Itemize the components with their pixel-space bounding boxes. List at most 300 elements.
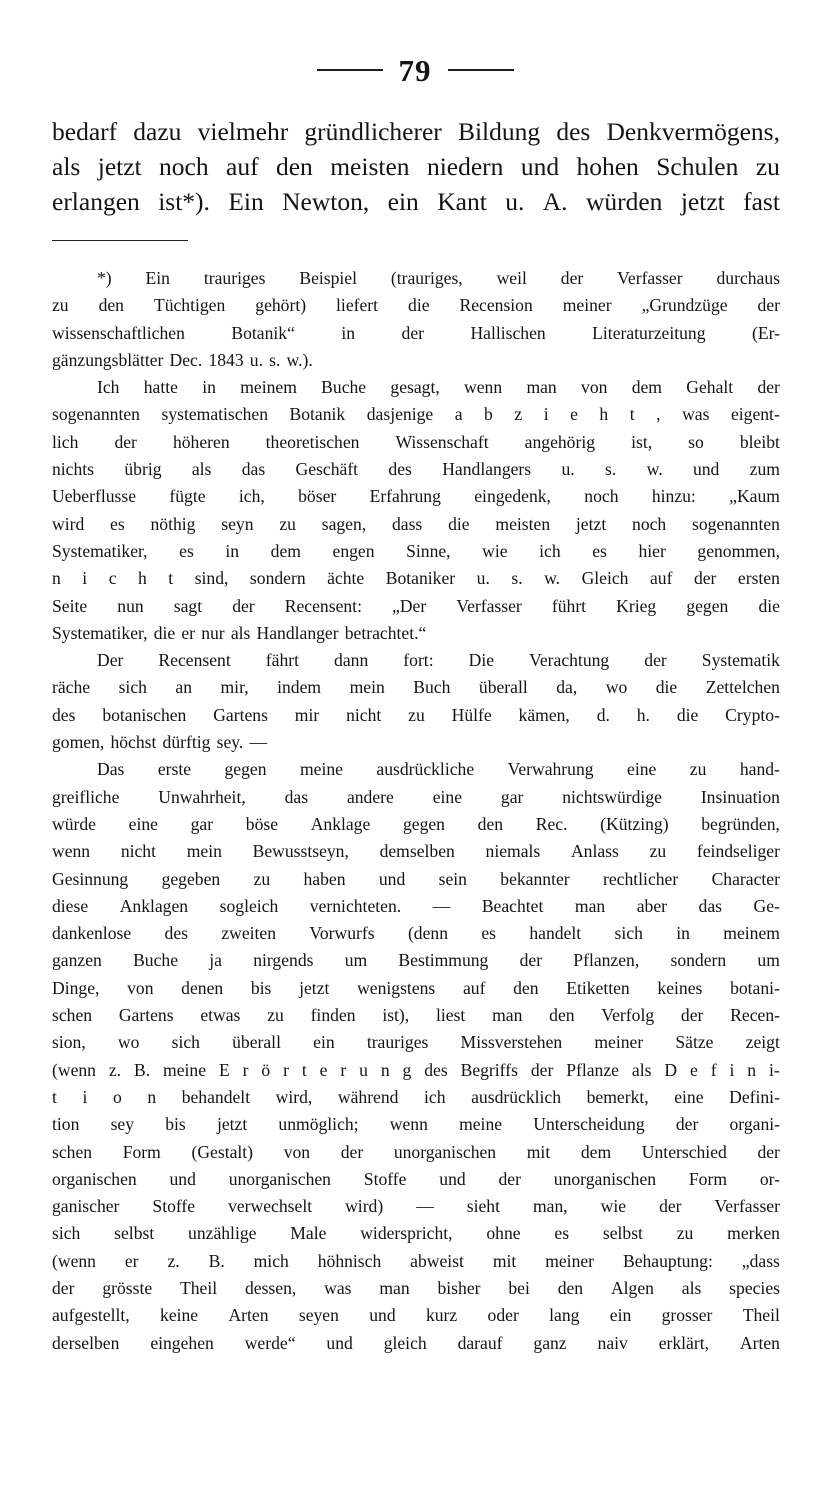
- header-rule-left: [317, 69, 383, 71]
- footnote-word: gegen: [402, 813, 445, 834]
- footnote-word: engen: [332, 540, 375, 561]
- footnote-word: gehört): [255, 295, 307, 316]
- footnote-word: weil: [496, 268, 527, 288]
- footnote-word: Stoffe: [363, 1168, 407, 1189]
- footnote-word: mein: [186, 841, 222, 862]
- footnote-word: man: [492, 1005, 523, 1026]
- footnote-word: grösste: [102, 1277, 153, 1298]
- footnote-word: eine: [432, 786, 463, 807]
- footnote-word: Character: [711, 868, 780, 889]
- main-text-word: A.: [542, 187, 568, 216]
- footnote-word: Recensent:: [284, 595, 362, 616]
- footnote-word: bei: [508, 1277, 530, 1298]
- footnote-word: bis: [250, 977, 272, 998]
- footnote-word: es: [110, 513, 125, 534]
- footnote-word: man,: [532, 1196, 568, 1217]
- footnote-word: hatte: [143, 377, 178, 398]
- footnote-word: ächte: [327, 568, 365, 589]
- footnote-word: Defini-: [729, 1086, 780, 1107]
- footnote-word: Begriffs: [460, 1059, 518, 1080]
- footnote-line: [52, 1275, 780, 1302]
- footnote-word: gegen: [686, 595, 729, 616]
- footnote-word: Anklagen: [119, 895, 189, 916]
- footnote-word: u.: [561, 459, 575, 480]
- footnote-word: meinem: [723, 923, 780, 944]
- footnote-word: u: [359, 1059, 368, 1080]
- footnote-word: ich: [424, 1086, 446, 1107]
- footnote-word: überall: [478, 677, 528, 698]
- main-text-word: vielmehr: [197, 117, 289, 146]
- footnote-word: ausdrücklich: [471, 1086, 562, 1107]
- footnote-word: Ich: [97, 377, 120, 398]
- footnote-word: (trauriges,: [390, 268, 463, 288]
- footnote-line: [52, 1248, 780, 1275]
- footnote-word: ohne: [486, 1223, 521, 1244]
- footnote-word: t: [52, 1086, 57, 1107]
- footnote-word: feindseliger: [696, 841, 780, 862]
- footnote-line: [52, 511, 780, 538]
- footnote-word: Hülfe: [451, 704, 492, 725]
- footnote-word: der: [52, 1277, 75, 1298]
- footnote-word: Der: [97, 650, 124, 671]
- footnote-word: „Der: [392, 595, 427, 616]
- footnote-word: der: [644, 650, 667, 671]
- footnote-word: meiner: [545, 1250, 595, 1271]
- footnote-word: z.: [108, 1059, 122, 1080]
- footnote-line: [52, 374, 780, 401]
- footnote-word: zu: [676, 1223, 694, 1244]
- footnote-word: dürftig: [162, 732, 211, 753]
- main-text-word: dazu: [133, 117, 182, 146]
- footnote-word: merken: [727, 1223, 780, 1244]
- footnote-word: durchaus: [716, 268, 780, 288]
- footnote-word: organischen: [52, 1168, 137, 1189]
- footnote-word: man: [574, 895, 606, 916]
- footnote-word: Buch: [413, 677, 451, 698]
- footnote-word: botanischen: [102, 704, 187, 725]
- footnote-word: keine: [160, 1305, 199, 1326]
- footnote-word: ganischer: [52, 1196, 120, 1217]
- footnote-word: gleich: [383, 1332, 427, 1353]
- footnote-word: er: [181, 622, 196, 643]
- footnote-word: derselben: [52, 1332, 120, 1353]
- footnote-word: haben: [303, 868, 346, 889]
- footnote-word: i: [729, 1059, 735, 1080]
- main-text-word: jetzt: [97, 152, 142, 181]
- footnote-word: trauriges: [366, 1032, 429, 1053]
- footnote-word: rechtlicher: [603, 868, 679, 889]
- footnote-word: demselben: [379, 841, 455, 862]
- footnote-word: Anlass: [570, 841, 619, 862]
- footnote-word: böse: [245, 813, 279, 834]
- main-text-word: den: [275, 152, 313, 181]
- footnote-word: darauf: [457, 1332, 503, 1353]
- footnote-word: Ueberflusse: [52, 486, 137, 507]
- footnote-word: der: [680, 1005, 704, 1026]
- footnote-word: der: [519, 950, 543, 971]
- footnote-word: fügte: [169, 486, 206, 507]
- footnote-word: und: [369, 1305, 396, 1326]
- footnote-word: höheren: [172, 431, 230, 452]
- footnote-line: [52, 456, 780, 483]
- footnote-word: ,: [656, 404, 661, 425]
- footnote-word: zu: [52, 295, 69, 316]
- footnote-word: mir,: [220, 677, 249, 698]
- footnote-word: greifliche: [52, 786, 120, 807]
- footnote-word: trauriges: [203, 268, 266, 288]
- footnote-word: was: [682, 404, 710, 425]
- footnote-word: Algen: [610, 1277, 654, 1298]
- footnote-word: Wissenschaft: [395, 431, 489, 452]
- footnote-word: dem: [270, 540, 301, 561]
- footnote-word: bisher: [437, 1277, 481, 1298]
- footnote-word: in: [225, 540, 240, 561]
- footnote-word: Unwahrheit,: [158, 786, 246, 807]
- footnote-word: man: [379, 1277, 410, 1298]
- footnote-word: zum: [749, 459, 780, 480]
- footnote-word: ich,: [238, 486, 265, 507]
- main-text-word: bedarf: [52, 117, 118, 146]
- footnote-word: u.: [476, 568, 490, 589]
- footnote-word: nöthig: [150, 513, 196, 534]
- main-text-word: niedern: [426, 152, 504, 181]
- footnote-word: unorganischen: [553, 1168, 657, 1189]
- footnote-word: sagt: [173, 595, 203, 616]
- main-text-word: des: [556, 117, 591, 146]
- footnote-word: der: [675, 1114, 699, 1135]
- footnote-word: das: [284, 786, 309, 807]
- footnote-word: noch: [632, 513, 667, 534]
- main-text-line: [52, 184, 780, 219]
- footnote-word: Bewusstseyn,: [252, 841, 349, 862]
- footnote-word: Botanik: [289, 404, 346, 425]
- footnote-word: mir: [294, 704, 320, 725]
- main-text-word: jetzt: [680, 187, 725, 216]
- footnote-word: sein: [438, 868, 467, 889]
- footnote-word: dankenlose: [52, 923, 132, 944]
- footnote-word: meine: [459, 1114, 503, 1135]
- footnote-word: andere: [346, 786, 394, 807]
- footnote-word: *): [97, 268, 112, 288]
- footnote-word: r: [340, 1059, 347, 1080]
- footnote-word: verwechselt: [228, 1196, 313, 1217]
- footnote-word: etwas: [200, 1005, 241, 1026]
- footnote-word: Verfasser: [617, 268, 683, 288]
- main-text-word: würden: [585, 187, 663, 216]
- main-text-word: Schulen: [656, 152, 739, 181]
- footnote-word: indem: [277, 677, 322, 698]
- footnote-word: h: [138, 568, 147, 589]
- footnote-word: w.).: [286, 349, 313, 370]
- footnote-word: als: [631, 1059, 652, 1080]
- footnote-word: wenigstens: [357, 977, 436, 998]
- footnote-line: [52, 647, 780, 674]
- footnote-word: s.: [605, 459, 617, 480]
- footnote-word: zu: [649, 841, 667, 862]
- footnote-word: (Gestalt): [191, 1141, 254, 1162]
- footnote-word: Hallischen: [470, 322, 546, 343]
- footnote-word: n: [380, 1059, 390, 1080]
- main-text-line: [52, 114, 780, 149]
- footnote-word: r: [242, 1059, 249, 1080]
- footnote-word: or-: [759, 1168, 780, 1189]
- footnote-line: [52, 347, 780, 374]
- footnote-word: Dinge,: [52, 977, 100, 998]
- footnote-word: nicht: [346, 704, 382, 725]
- footnote-word: B.: [208, 1250, 225, 1271]
- page-header: [0, 50, 830, 90]
- footnote-word: sind,: [194, 568, 229, 589]
- main-text-word: erlangen: [52, 187, 140, 216]
- footnote-word: zu: [267, 1005, 284, 1026]
- footnote-word: unorganischen: [393, 1141, 497, 1162]
- footnote-word: was: [324, 1277, 352, 1298]
- footnote-word: der: [498, 1168, 521, 1189]
- footnote-word: hier: [638, 540, 666, 561]
- footnote-word: h.: [636, 704, 650, 725]
- footnote-word: i-: [768, 1059, 780, 1080]
- footnote-word: keines: [657, 977, 703, 998]
- footnote-word: nirgends: [253, 950, 314, 971]
- footnote-word: seyen: [298, 1305, 339, 1326]
- footnote-word: ein: [313, 1032, 335, 1053]
- footnote-word: um: [757, 950, 780, 971]
- footnote-word: gänzungsblätter: [52, 349, 164, 370]
- footnote-word: Theil: [742, 1305, 780, 1326]
- footnote-word: des: [52, 704, 76, 725]
- footnote-word: Literaturzeitung: [592, 322, 706, 343]
- footnote-word: der: [232, 595, 255, 616]
- footnote-word: zu: [253, 868, 271, 889]
- footnote-word: Pflanze: [566, 1059, 619, 1080]
- footnote-word: Botanik“: [231, 322, 295, 343]
- main-text-word: Newton,: [282, 187, 370, 216]
- footnote-word: dem: [631, 377, 662, 398]
- footnote-word: (Er-: [751, 322, 780, 343]
- footnote-word: e: [689, 1059, 698, 1080]
- footnote-separator: [52, 240, 188, 241]
- footnote-word: die: [448, 513, 470, 534]
- footnote-word: Arten: [228, 1305, 269, 1326]
- footnote-line: [52, 429, 780, 456]
- footnote-word: sich: [118, 677, 147, 698]
- footnote-word: liest: [435, 1005, 466, 1026]
- footnote-word: bekannter: [500, 868, 570, 889]
- footnote-word: eine: [128, 813, 158, 834]
- footnote-word: selbst: [602, 1223, 643, 1244]
- footnote-word: räche: [52, 677, 91, 698]
- footnote-word: z.: [167, 1250, 180, 1271]
- footnote-word: Sinne,: [406, 540, 451, 561]
- footnote-word: ja: [209, 950, 222, 971]
- footnote-word: Anklage: [310, 813, 371, 834]
- footnote-word: sion,: [52, 1032, 86, 1053]
- main-text-line: [52, 149, 780, 184]
- footnote-word: in: [676, 923, 690, 944]
- footnote-word: lang: [549, 1305, 580, 1326]
- footnote-word: der: [401, 322, 424, 343]
- footnote-word: sogleich: [219, 895, 279, 916]
- footnote-word: grosser: [661, 1305, 713, 1326]
- footnote-word: nichts: [52, 459, 95, 480]
- footnote-word: vernichteten.: [309, 895, 402, 916]
- footnote-word: er: [124, 1250, 139, 1271]
- footnote-word: Handlanger: [256, 622, 339, 643]
- footnote-word: niemals: [485, 841, 541, 862]
- footnote-word: o: [112, 1086, 122, 1107]
- footnote-word: sich: [614, 923, 643, 944]
- footnote-word: da,: [556, 677, 578, 698]
- footnote-word: E: [218, 1059, 230, 1080]
- main-text-word: noch: [159, 152, 209, 181]
- footnote-word: Das: [97, 759, 125, 780]
- footnote-word: zu: [408, 704, 425, 725]
- footnote-word: Recension: [459, 295, 533, 316]
- footnote-word: würde: [52, 813, 96, 834]
- footnote-word: meiner: [562, 295, 612, 316]
- footnote-word: (wenn: [52, 1059, 96, 1080]
- footnote-word: mit: [492, 1250, 517, 1271]
- footnote-word: theoretischen: [265, 431, 360, 452]
- footnote-word: begründen,: [701, 813, 780, 834]
- footnote-word: es: [592, 540, 607, 561]
- footnote-line: [52, 1002, 780, 1029]
- footnote-word: zweiten: [221, 923, 277, 944]
- footnote-word: (wenn: [52, 1250, 96, 1271]
- footnote-word: Unterscheidung: [533, 1114, 645, 1135]
- footnote-word: aufgestellt,: [52, 1305, 130, 1326]
- footnote-word: t: [629, 404, 635, 425]
- main-text-word: ist*).: [158, 187, 210, 216]
- footnote-word: i: [82, 568, 88, 589]
- footnote-word: Etiketten: [566, 977, 630, 998]
- footnote-word: nur: [201, 622, 225, 643]
- footnote-word: Behauptung:: [622, 1250, 713, 1271]
- footnote-word: der: [560, 268, 584, 288]
- footnote-word: d.: [596, 704, 610, 725]
- footnote-line: [52, 811, 780, 838]
- footnote-word: betrachtet.“: [344, 622, 427, 643]
- footnote-word: bis: [165, 1114, 186, 1135]
- footnote-word: Erfahrung: [369, 486, 441, 507]
- footnote-word: meine: [163, 1059, 207, 1080]
- footnote-line: [52, 1111, 780, 1138]
- main-text-word: u.: [505, 187, 525, 216]
- footnote-word: unorganischen: [228, 1168, 331, 1189]
- footnote-word: ich: [539, 540, 561, 561]
- footnote-word: auf: [649, 568, 673, 589]
- footnote-word: n: [52, 568, 61, 589]
- footnote-word: höhnisch: [317, 1250, 382, 1271]
- footnote-word: Unterschied: [641, 1141, 727, 1162]
- main-text-word: ein: [387, 187, 419, 216]
- footnote-word: sey.: [216, 732, 244, 753]
- footnote-word: Die: [468, 650, 495, 671]
- footnote-word: wird,: [275, 1086, 313, 1107]
- footnote-word: mich: [253, 1250, 289, 1271]
- footnote-word: dann: [334, 650, 369, 671]
- footnote-word: als: [230, 622, 251, 643]
- footnote-word: nun: [117, 595, 144, 616]
- footnote-line: [52, 265, 780, 292]
- footnote-line: [52, 1166, 780, 1193]
- footnote-word: Verfolg: [601, 1005, 655, 1026]
- footnote-word: Gehalt: [686, 377, 734, 398]
- footnote-word: Buche: [321, 377, 367, 398]
- footnote-word: Vorwurfs: [309, 923, 375, 944]
- footnote-word: den: [513, 977, 539, 998]
- main-text-word: fast: [743, 187, 780, 216]
- footnote-word: der: [114, 431, 137, 452]
- main-text-word: hohen: [576, 152, 639, 181]
- footnote-line: [52, 702, 780, 729]
- footnote-word: lich: [52, 431, 79, 452]
- footnote-word: wenn: [52, 841, 91, 862]
- footnote-word: die: [153, 622, 176, 643]
- footnote-word: Zettelchen: [705, 677, 780, 698]
- page-number: 79: [398, 52, 432, 88]
- footnote-word: (denn: [407, 923, 448, 944]
- footnote-word: u.: [249, 349, 263, 370]
- footnote-line: [52, 292, 780, 319]
- footnote-word: Krieg: [616, 595, 657, 616]
- footnote-line: [52, 620, 780, 647]
- footnote-word: (Kützing): [600, 813, 669, 834]
- main-text-word: Kant: [437, 187, 487, 216]
- footnote-line: [52, 893, 780, 920]
- footnote-word: „Kaum: [729, 486, 780, 507]
- main-text-word: auf: [226, 152, 259, 181]
- footnote-word: die: [408, 295, 430, 316]
- footnote-word: Systematiker,: [52, 622, 148, 643]
- footnote-word: sey: [110, 1114, 135, 1135]
- footnote-word: in: [202, 377, 216, 398]
- footnote-line: [52, 674, 780, 701]
- footnote-word: erklärt,: [658, 1332, 710, 1353]
- footnote-word: a: [454, 404, 463, 425]
- footnote-word: wo: [117, 1032, 140, 1053]
- footnote-line: [52, 975, 780, 1002]
- footnote-line: [52, 538, 780, 565]
- footnote-word: abweist: [410, 1250, 464, 1271]
- footnote-word: des: [388, 459, 412, 480]
- footnote-line: [52, 866, 780, 893]
- footnotes: [52, 265, 780, 1357]
- footnote-word: finden: [310, 1005, 356, 1026]
- footnote-word: t: [301, 1059, 307, 1080]
- footnote-word: botani-: [730, 977, 780, 998]
- footnote-word: sondern: [249, 568, 306, 589]
- footnote-word: von: [283, 1141, 311, 1162]
- footnote-word: und: [169, 1168, 196, 1189]
- footnote-word: man: [526, 377, 557, 398]
- main-text-word: zu: [755, 152, 780, 181]
- footnote-word: gomen,: [52, 732, 105, 753]
- footnote-word: hinzu:: [651, 486, 696, 507]
- footnote-word: es: [481, 923, 497, 944]
- footnote-word: Systematik: [701, 650, 780, 671]
- footnote-word: und: [692, 459, 720, 480]
- footnote-word: Verachtung: [529, 650, 610, 671]
- footnote-word: in: [341, 322, 356, 343]
- footnote-word: wird): [345, 1196, 384, 1217]
- footnote-word: der: [340, 1141, 364, 1162]
- footnote-line: [52, 838, 780, 865]
- footnote-word: zu: [689, 759, 707, 780]
- footnote-word: sich: [171, 1032, 200, 1053]
- footnote-word: Gleich: [581, 568, 629, 589]
- footnote-word: diese: [52, 895, 89, 916]
